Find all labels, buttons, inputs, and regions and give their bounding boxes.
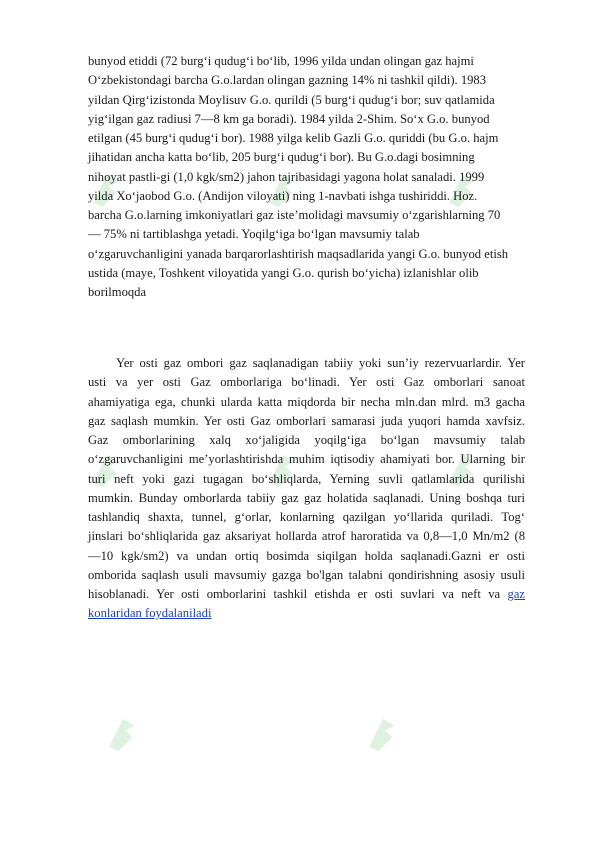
paragraph-gas-storages-history bbox=[88, 52, 528, 302]
text-line: etilgan (45 burg‘i qudug‘i bor). 1988 yilga kelib Gazli G.o. quriddi (bu G.o. hajm bbox=[88, 131, 499, 145]
text-line: jinslari bo‘shliqlarida gaz aksariyat hollarda atrof haroratida va 0,8—1,0 Mn/m2 (8 bbox=[88, 529, 525, 544]
text-segment: hisoblanadi. Yer osti omborlarini tashkil etishda er osti suvlari va neft va bbox=[88, 587, 501, 601]
text-line: bunyod etiddi (72 burg‘i qudug‘i bo‘lib, 1996 yilda undan olingan gaz hajmi bbox=[88, 54, 474, 68]
text-line-with-link bbox=[88, 585, 525, 604]
text-line: borilmoqda bbox=[88, 285, 147, 299]
gas-fields-link-continued[interactable]: konlaridan foydalaniladi bbox=[88, 606, 212, 621]
text-line: yildan Qirg‘izistonda Moylisuv G.o. qurildi (5 burg‘i qudug‘i bor; suv qatlamida bbox=[88, 92, 495, 107]
text-line: O‘zbekistondagi barcha G.o.lardan olingan gazning 14% ni tashkil qildi). 1983 bbox=[88, 73, 487, 88]
text-line: tashlandiq shaxta, tunnel, g‘orlar, konlarning qazilgan yo‘llarida quriladi. Tog‘ bbox=[88, 510, 525, 524]
text-line: ustida (maye, Toshkent viloyatida yangi G.o. qurish bo‘yicha) izlanishlar olib bbox=[88, 265, 479, 280]
text-line: omborida saqlash usuli mavsumiy gazga bo'lgan talabni qondirishning asosiy usuli bbox=[88, 567, 525, 582]
text-line: — 75% ni tartiblashga yetadi. Yoqilg‘iga bo‘lgan mavsumiy talab bbox=[88, 227, 420, 242]
text-line: usti va yer osti Gaz omborlariga bo‘linadi. Yer osti Gaz omborlari sanoat bbox=[88, 375, 525, 390]
text-line: yig‘ilgan gaz radiusi 7—8 km ga boradi). 1984 yilda 2-Shim. So‘x G.o. bunyod bbox=[88, 111, 490, 126]
text-line: Yer osti gaz ombori gaz saqlanadigan tabiiy yoki sun’iy rezervuarlardir. Yer bbox=[116, 356, 525, 370]
text-line-link bbox=[88, 604, 525, 623]
text-line: yilda Xo‘jaobod G.o. (Andijon viloyati) ning 1-navbati ishga tushiriddi. Hoz. bbox=[88, 188, 478, 203]
text-line: turi neft yoki gazi tugagan bo‘shliqlarda, Yerning suvli qatlamlarida qurilishi bbox=[88, 471, 525, 486]
text-line: barcha G.o.larning imkoniyatlari gaz iste’molidagi mavsumiy o‘zgarishlarning 70 bbox=[88, 208, 501, 222]
text-line: nihoyat pastli-gi (1,0 kgk/sm2) jahon tajribasidagi yagona holat sanaladi. 1999 bbox=[88, 169, 485, 184]
text-line: o‘zgaruvchanligini yanada barqarorlashtirish maqsadlarida yangi G.o. bunyod etish bbox=[88, 246, 509, 261]
text-line: jihatidan ancha katta bo‘lib, 205 burg‘i qudug‘i bor). Bu G.o.dagi bosimning bbox=[88, 150, 475, 165]
paragraph-underground-gas-storage bbox=[88, 354, 525, 624]
text-line: gaz saqlash mumkin. Yer osti Gaz omborlari samarasi juda yuqori hamda xavfsiz. bbox=[88, 413, 525, 428]
text-line: o‘zgaruvchanligini me’yorlashtirishda muhim iqtisodiy ahamiyati bor. Ularning bir bbox=[88, 452, 525, 467]
text-line: —10 kgk/sm2) va undan ortiq bosimda siqilgan holda saqlanadi.Gazni er osti bbox=[88, 548, 525, 563]
watermark-logo-icon bbox=[100, 712, 146, 758]
gas-fields-link[interactable]: gaz bbox=[507, 587, 525, 601]
text-line: ahamiyatiga ega, chunki ularda katta miqdorda bir necha mln.dan mlrd. m3 gacha bbox=[88, 394, 525, 409]
watermark-logo-icon bbox=[360, 712, 406, 758]
text-line: mumkin. Bunday omborlarda tabiiy gaz gaz holatida saqlanadi. Uning boshqa turi bbox=[88, 490, 525, 505]
text-line: Gaz omborlarining xalq xo‘jaligida yoqilg‘iga bo‘lgan mavsumiy talab bbox=[88, 433, 525, 447]
